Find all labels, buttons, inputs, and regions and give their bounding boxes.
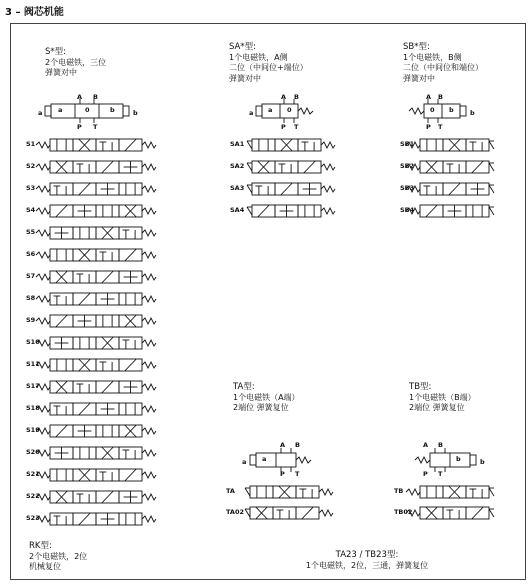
valve-symbol-ta02 [234, 506, 344, 522]
valve-symbol-sb1 [404, 138, 514, 154]
tb-header-A: A [423, 441, 429, 449]
ta-header-a-inner: a [262, 455, 267, 463]
valve-symbol-s21 [34, 468, 144, 484]
row-label-s3: S3 [26, 184, 36, 192]
row-label-s9: S9 [26, 316, 36, 324]
sa-header-A: A [281, 93, 287, 101]
header-symbol-sb [409, 99, 466, 123]
row-label-sb4: SB4 [400, 206, 415, 214]
tb-header-P: P [423, 470, 428, 478]
group-ta-title: TA型: [233, 382, 255, 392]
valve-symbol-s23 [34, 512, 144, 528]
group-tb-line1: 1个电磁铁（B端） [409, 392, 476, 402]
valve-symbol-s2 [34, 160, 144, 176]
valve-symbol-sb3 [404, 182, 514, 198]
group-tb-line2: 2端位 弹簧复位 [409, 403, 465, 412]
row-label-sb3: SB3 [400, 184, 415, 192]
sa-header-T: T [294, 123, 299, 131]
sa-header-B: B [294, 93, 299, 101]
group-sb-title: SB*型: [403, 42, 430, 52]
group-sa-line2: 二位（中间位+端位） [229, 63, 308, 72]
sa-header-zero: 0 [287, 106, 292, 114]
valve-symbol-sa1 [236, 138, 346, 154]
sb-header-B: B [438, 93, 443, 101]
valve-symbol-s5 [34, 226, 144, 242]
row-label-s2: S2 [26, 162, 36, 170]
valve-symbol-s11 [34, 358, 144, 374]
row-label-sb2: SB2 [400, 162, 415, 170]
group-sa-title: SA*型: [229, 42, 256, 52]
s-header-a: a [38, 109, 43, 117]
valve-symbol-sa3 [236, 182, 346, 198]
row-label-s17: S17 [26, 382, 40, 390]
group-sa-line1: 1个电磁铁，A侧 [229, 52, 288, 62]
valve-symbol-ta [234, 485, 344, 501]
ta-header-a: a [242, 458, 247, 466]
row-label-s7: S7 [26, 272, 36, 280]
valve-symbol-sa2 [236, 160, 346, 176]
valve-symbol-tb [404, 485, 514, 501]
valve-symbol-s3 [34, 182, 144, 198]
row-label-s23: S23 [26, 514, 40, 522]
valve-symbol-s8 [34, 292, 144, 308]
valve-symbol-s10 [34, 336, 144, 352]
sb-header-b-inner: b [449, 106, 454, 114]
row-label-s10: S10 [26, 338, 40, 346]
group-s-line2: 弹簧对中 [45, 68, 77, 77]
ta-header-B: B [295, 441, 300, 449]
row-label-s6: S6 [26, 250, 36, 258]
group-sb-line1: 1个电磁铁，B侧 [403, 52, 462, 62]
sb-header-T: T [438, 123, 443, 131]
valve-symbol-tb02 [404, 506, 514, 522]
row-label-s21: S21 [26, 470, 40, 478]
s-header-B: B [93, 93, 98, 101]
s-header-b: b [133, 109, 138, 117]
row-label-s22: S22 [26, 492, 40, 500]
sb-header-A: A [426, 93, 432, 101]
section-heading: 3 – 阀芯机能 [5, 7, 64, 18]
sa-header-P: P [281, 123, 286, 131]
valve-symbol-s9 [34, 314, 144, 330]
s-header-b-inner: b [110, 106, 115, 114]
tb-header-b: b [480, 458, 485, 466]
s-header-P: P [77, 123, 82, 131]
ta-header-P: P [280, 470, 285, 478]
row-label-sa3: SA3 [230, 184, 245, 192]
row-label-s19: S19 [26, 426, 40, 434]
header-symbol-sa [256, 99, 313, 123]
valve-symbol-sa4 [236, 204, 346, 220]
row-label-s18: S18 [26, 404, 40, 412]
valve-symbol-s1 [34, 138, 144, 154]
row-label-tb02: TB02 [394, 508, 413, 516]
valve-symbol-sb4 [404, 204, 514, 220]
valve-symbol-s18 [34, 402, 144, 418]
row-label-s1: S1 [26, 140, 36, 148]
ta-header-A: A [280, 441, 286, 449]
row-label-s20: S20 [26, 448, 40, 456]
valve-symbol-s17 [34, 380, 144, 396]
valve-symbol-s19 [34, 424, 144, 440]
tb-header-B: B [438, 441, 443, 449]
sb-header-zero: 0 [430, 106, 435, 114]
group-sb-line3: 弹簧对中 [403, 73, 435, 83]
row-label-ta02: TA02 [226, 508, 245, 516]
group-sb-line2: 二位（中间位和端位） [403, 63, 483, 72]
group-rk-line2: 机械复位 [29, 562, 61, 571]
s-header-a-inner: a [58, 106, 63, 114]
header-symbol-tb [415, 448, 476, 472]
sa-header-a: a [249, 109, 254, 117]
valve-symbol-s4 [34, 204, 144, 220]
group-s-title: S*型: [45, 47, 67, 57]
group-ta23-line1: 1个电磁铁，2位，三通，弹簧复位 [305, 560, 429, 570]
row-label-sa2: SA2 [230, 162, 245, 170]
header-symbol-ta [250, 448, 311, 472]
s-header-A: A [77, 93, 83, 101]
group-sa-line3: 弹簧对中 [229, 73, 261, 83]
row-label-sb1: SB1 [400, 140, 415, 148]
group-tb-title: TB型: [409, 382, 432, 392]
sb-header-P: P [426, 123, 431, 131]
group-ta-line1: 1个电磁铁（A端） [233, 392, 300, 402]
tb-header-T: T [438, 470, 443, 478]
row-label-s11: S11 [26, 360, 40, 368]
row-label-ta: TA [226, 487, 235, 495]
group-rk-title: RK型: [29, 541, 52, 551]
row-label-s4: S4 [26, 206, 36, 214]
s-header-zero: 0 [85, 106, 90, 114]
group-rk-line1: 2个电磁铁，2位 [29, 551, 88, 561]
group-ta23-title: TA23 / TB23型: [335, 550, 399, 560]
valve-symbol-sb2 [404, 160, 514, 176]
row-label-sa4: SA4 [230, 206, 245, 214]
sb-header-b: b [470, 109, 475, 117]
row-label-s8: S8 [26, 294, 36, 302]
row-label-tb: TB [394, 487, 404, 495]
sa-header-a-inner: a [268, 106, 273, 114]
row-label-sa1: SA1 [230, 140, 245, 148]
group-ta-line2: 2端位 弹簧复位 [233, 403, 289, 412]
valve-symbol-s22 [34, 490, 144, 506]
row-label-s5: S5 [26, 228, 36, 236]
s-header-T: T [93, 123, 98, 131]
valve-symbol-s20 [34, 446, 144, 462]
valve-symbol-s6 [34, 248, 144, 264]
valve-symbol-s7 [34, 270, 144, 286]
ta-header-T: T [295, 470, 300, 478]
tb-header-b-inner: b [456, 455, 461, 463]
group-s-line1: 2个电磁铁，三位 [45, 57, 107, 67]
